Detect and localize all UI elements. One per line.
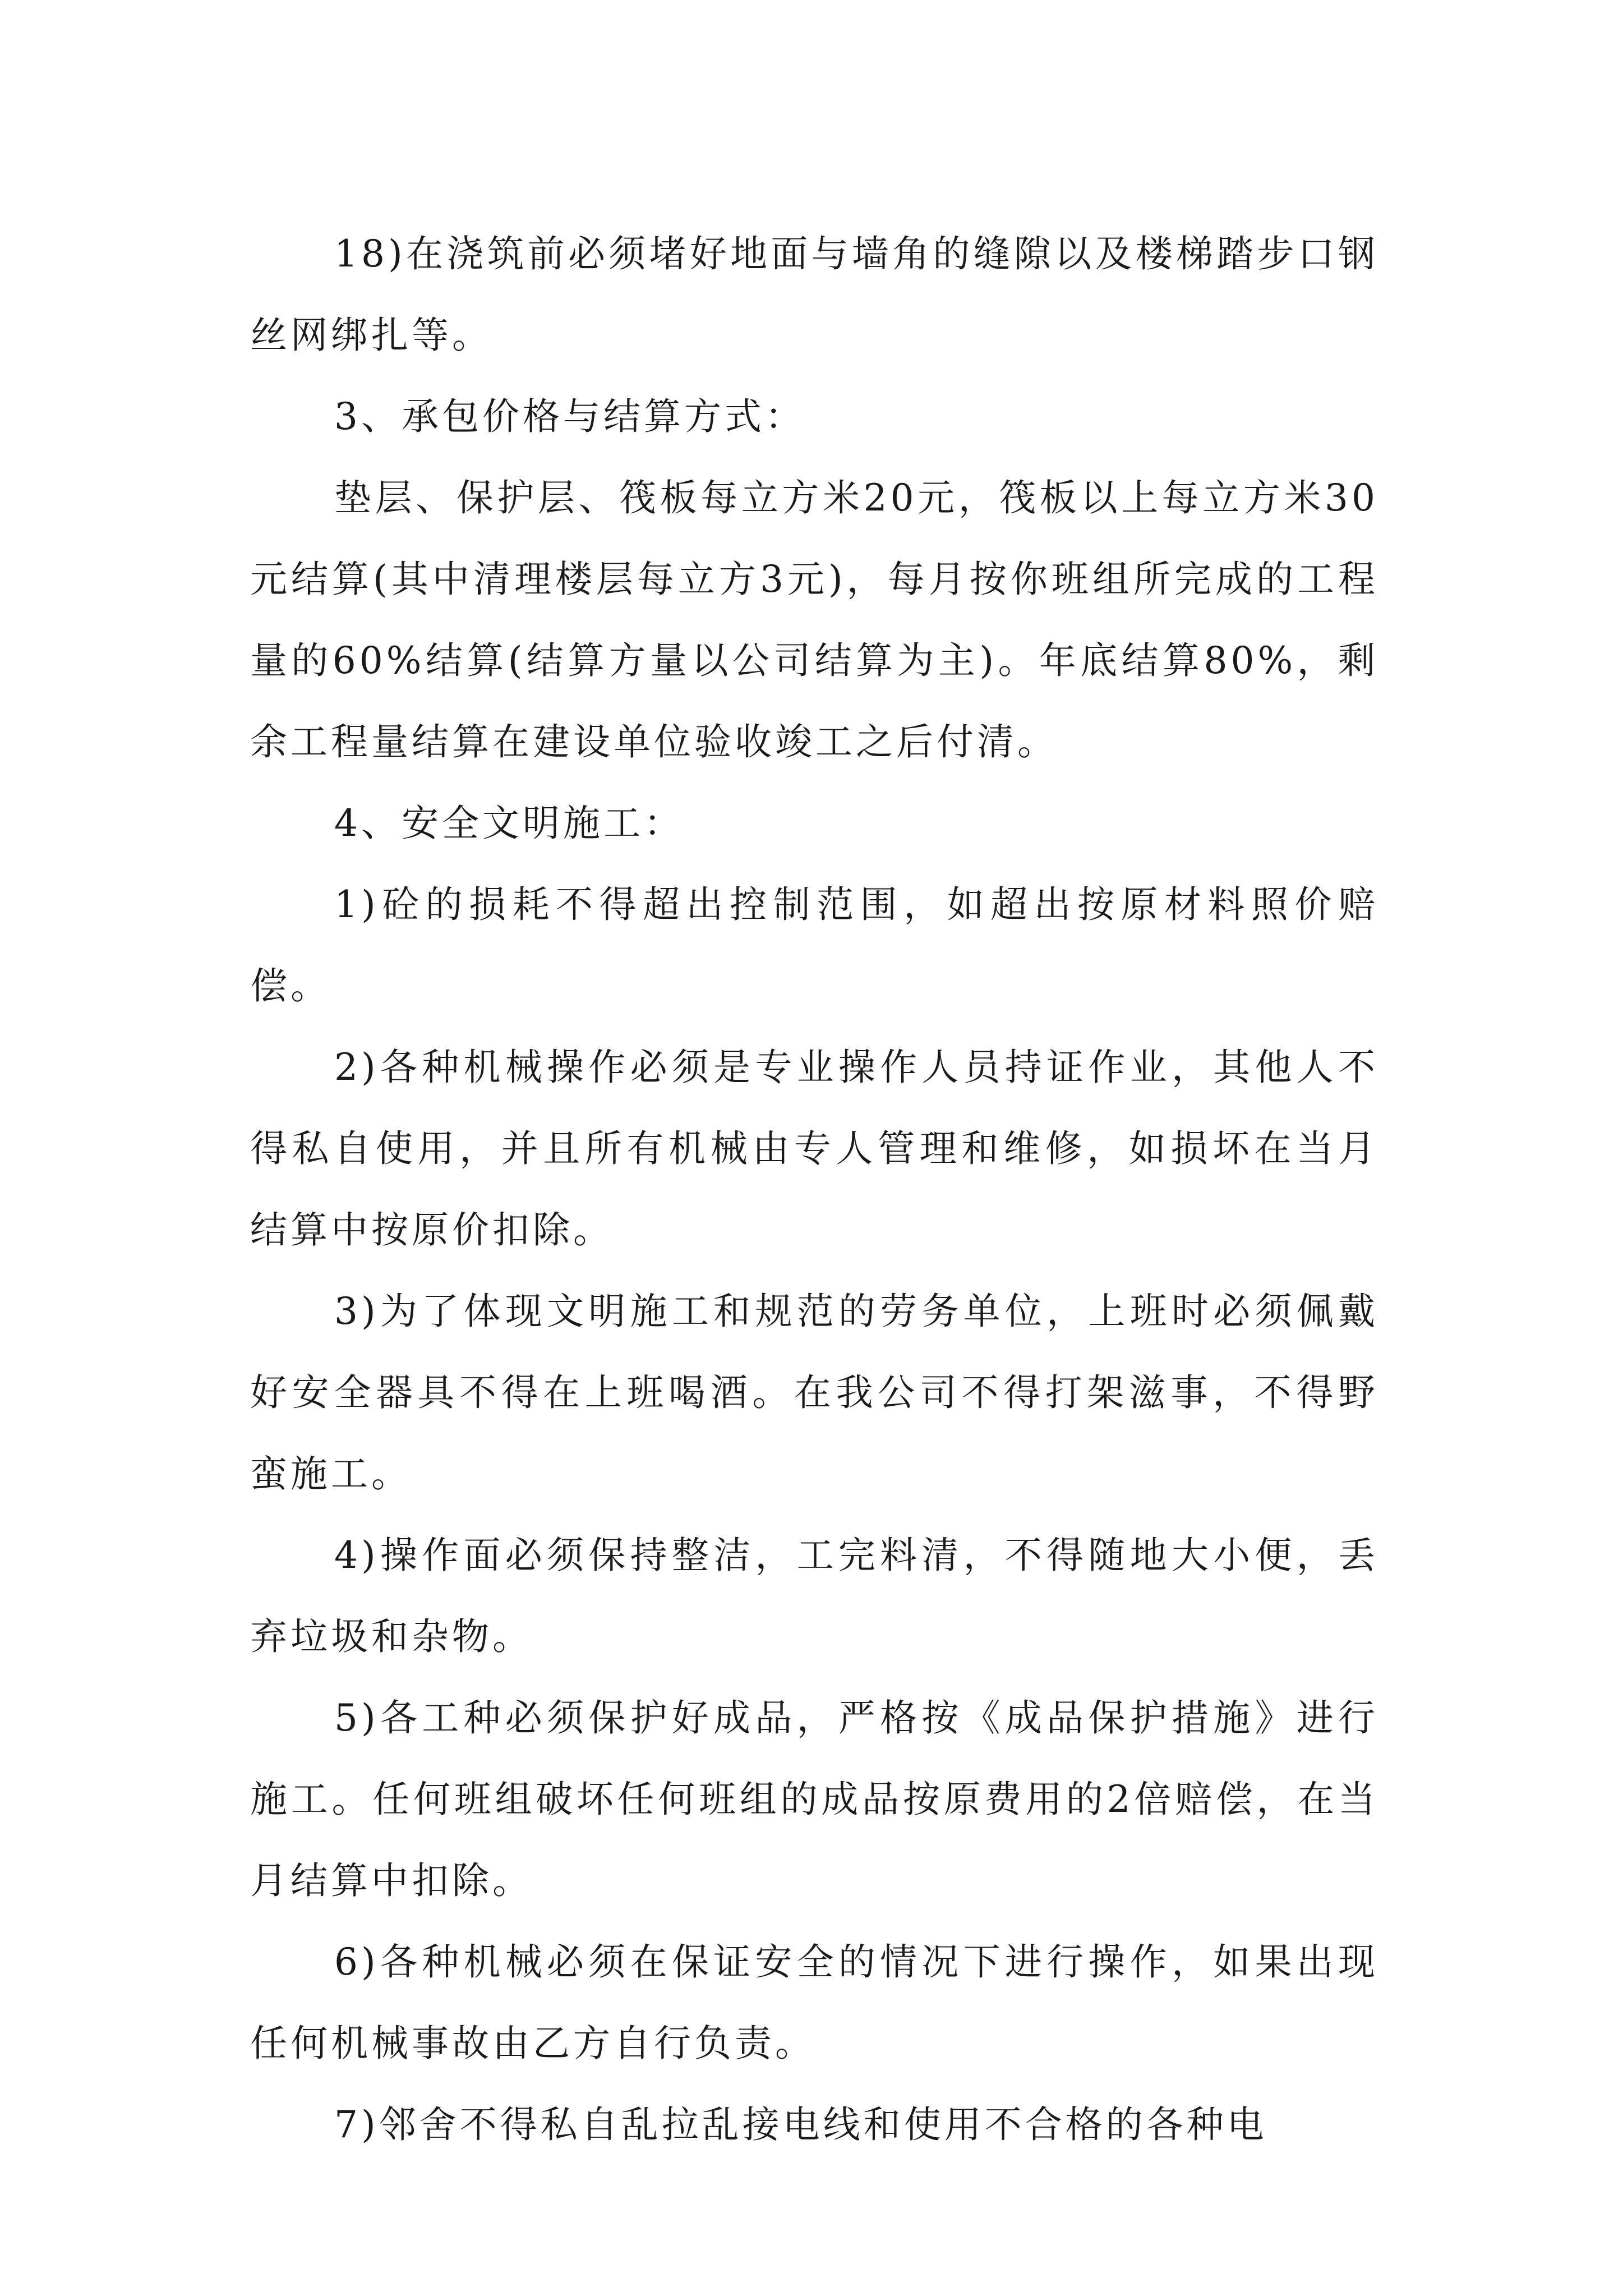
- paragraph-item-5: 5)各工种必须保护好成品，严格按《成品保护措施》进行施工。任何班组破坏任何班组的成品按原费用的2倍赔偿，在当月结算中扣除。: [250, 1696, 1378, 1902]
- paragraph-item-4: 4)操作面必须保持整洁，工完料清，不得随地大小便，丢弃垃圾和杂物。: [250, 1534, 1378, 1658]
- section-3-heading: 3、承包价格与结算方式：: [334, 395, 805, 438]
- paragraph-item-1: 1)砼的损耗不得超出控制范围，如超出按原材料照价赔偿。: [250, 883, 1378, 1007]
- paragraph-item-6: 6)各种机械必须在保证安全的情况下进行操作，如果出现任何机械事故由乙方自行负责。: [250, 1940, 1378, 2065]
- section-4-heading: 4、安全文明施工：: [334, 802, 684, 845]
- document-body: [250, 213, 1378, 2165]
- paragraph-pricing: 垫层、保护层、筏板每立方米20元，筏板以上每立方米30元结算(其中清理楼层每立方3元)，每月按你班组所完成的工程量的60%结算(结算方量以公司结算为主)。年底结算80%，剩余工程量结算在建设单位验收竣工之后付清。: [250, 476, 1378, 763]
- paragraph-item-3: 3)为了体现文明施工和规范的劳务单位，上班时必须佩戴好安全器具不得在上班喝酒。在我公司不得打架滋事，不得野蛮施工。: [250, 1290, 1378, 1496]
- paragraph-18-pouring: 18)在浇筑前必须堵好地面与墙角的缝隙以及楼梯踏步口钢丝网绑扎等。: [250, 232, 1378, 357]
- paragraph-item-7: 7)邻舍不得私自乱拉乱接电线和使用不合格的各种电: [334, 2103, 1267, 2146]
- paragraph-item-2: 2)各种机械操作必须是专业操作人员持证作业，其他人不得私自使用，并且所有机械由专人管理和维修，如损坏在当月结算中按原价扣除。: [250, 1046, 1378, 1251]
